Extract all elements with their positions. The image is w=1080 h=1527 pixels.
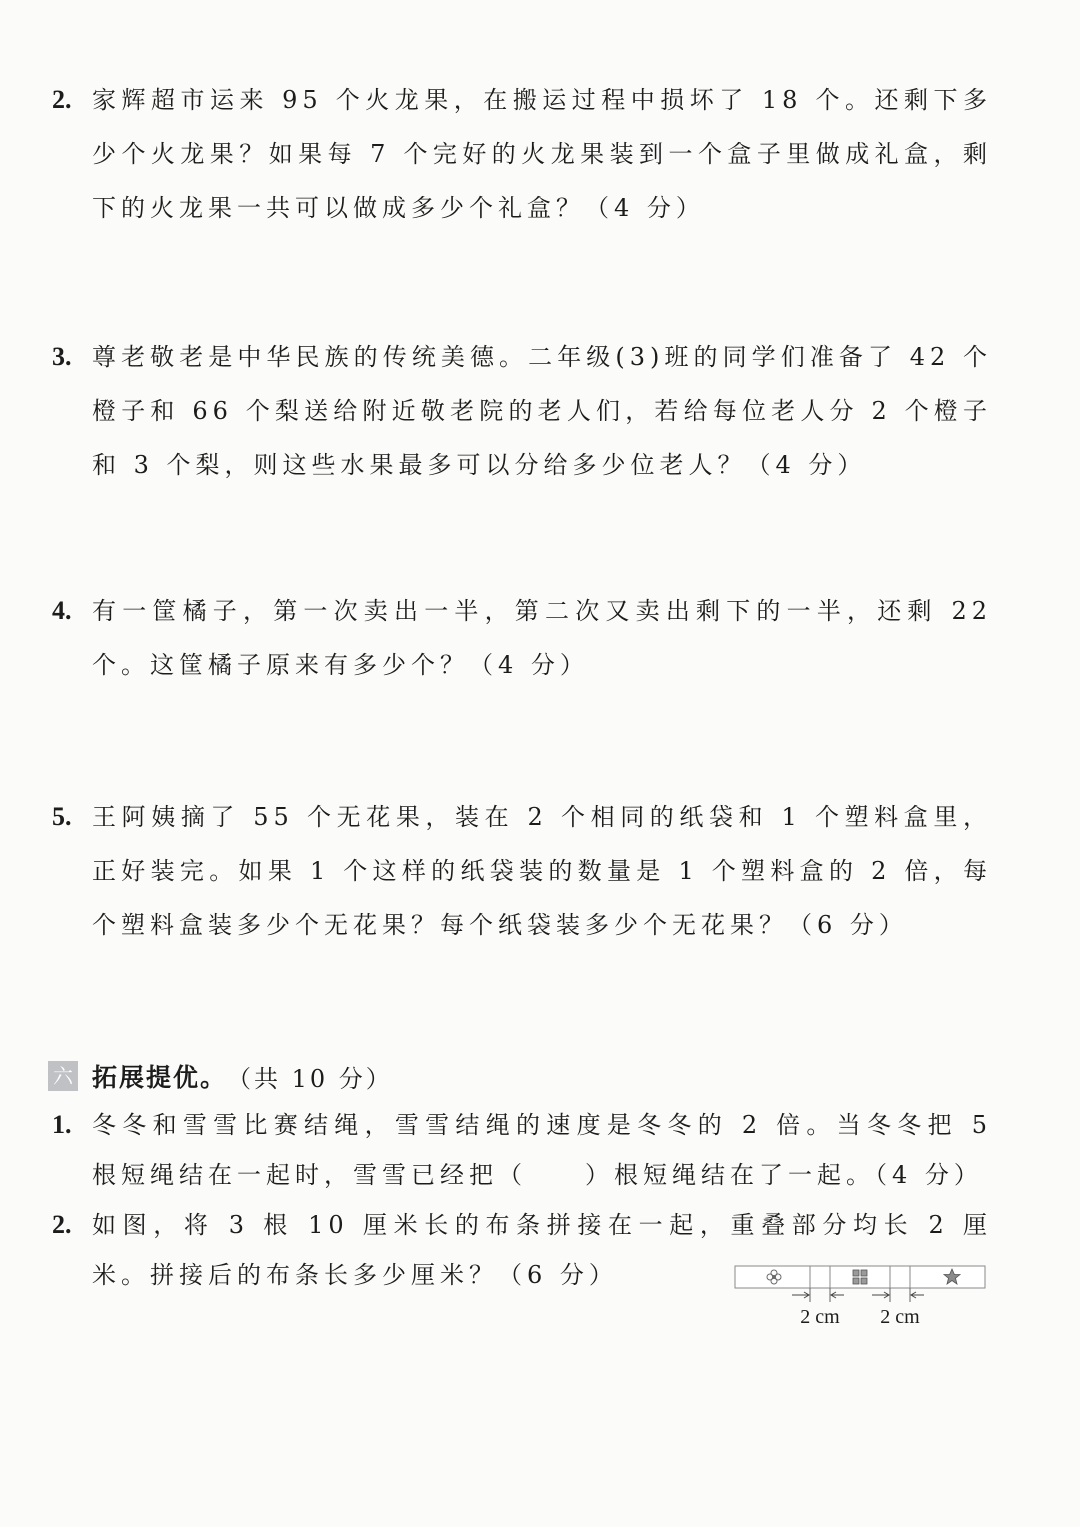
problem-text: 家辉超市运来 95 个火龙果，在搬运过程中损坏了 18 个。还剩下多少个火龙果？如果每 7 个完好的火龙果装到一个盒子里做成礼盒，剩下的火龙果一共可以做成多少个礼盒？（4 分） [92, 86, 992, 222]
section-badge: 六 [48, 1061, 78, 1091]
problem-number: 3. [52, 342, 72, 371]
problem-5 [52, 790, 992, 952]
problem-number: 2. [52, 1210, 72, 1239]
problem-text-after-blank: ）根短绳结在了一起。（4 分） [585, 1161, 983, 1189]
cloth-strips-figure [730, 1262, 990, 1332]
overlap-label: 2 cm [880, 1306, 920, 1328]
dimension-arrow [872, 1292, 924, 1298]
problem-text: 尊老敬老是中华民族的传统美德。二年级(3)班的同学们准备了 42 个橙子和 66 个梨送给附近敬老院的老人们，若给每位老人分 2 个橙子和 3 个梨，则这些水果最多可以分给多少位老人？（4 分） [92, 343, 992, 479]
problem-3 [52, 330, 992, 492]
extension-problem-1 [52, 1100, 992, 1200]
cloth-strips-diagram [730, 1262, 990, 1332]
section-points: （共 10 分） [227, 1064, 393, 1093]
problem-4 [52, 584, 992, 692]
section-title: 拓展提优。 [92, 1063, 228, 1092]
section-header [48, 1056, 393, 1096]
problem-number: 5. [52, 802, 72, 831]
problem-number: 4. [52, 596, 72, 625]
problem-text: 有一筐橘子，第一次卖出一半，第二次又卖出剩下的一半，还剩 22 个。这筐橘子原来有多少个？（4 分） [92, 597, 992, 679]
problem-number: 2. [52, 85, 72, 114]
problem-text [92, 1100, 992, 1200]
problem-text: 如图，将 3 根 10 厘米长的布条拼接在一起，重叠部分均长 2 厘米。拼接后的布条长多少厘米？（6 分） [92, 1211, 992, 1289]
problem-text: 王阿姨摘了 55 个无花果，装在 2 个相同的纸袋和 1 个塑料盒里，正好装完。如果 1 个这样的纸袋装的数量是 1 个塑料盒的 2 倍，每个塑料盒装多少个无花果？每个纸袋装多少个无花果？（6 分） [92, 803, 992, 939]
dimension-arrow [792, 1292, 844, 1298]
problem-number: 1. [52, 1110, 72, 1139]
overlap-label: 2 cm [800, 1306, 840, 1328]
problem-text-before-blank: 冬冬和雪雪比赛结绳，雪雪结绳的速度是冬冬的 2 倍。当冬冬把 5 根短绳结在一起时，雪雪已经把（ [92, 1111, 992, 1189]
problem-2 [52, 73, 992, 235]
